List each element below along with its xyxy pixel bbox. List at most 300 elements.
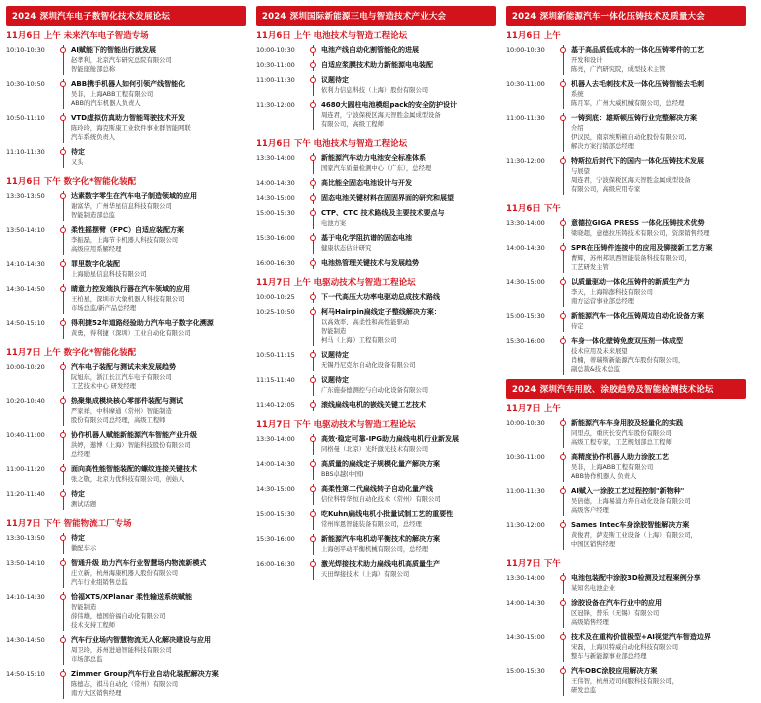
session-item[interactable] (506, 598, 746, 632)
session-speaker-info (71, 407, 246, 425)
session-speaker-line: 洪婷，遨博（上海）智能科技股份有限公司 (71, 442, 191, 449)
session-time: 11:00-11:30 (506, 114, 545, 122)
session-speaker-line: 信位科特华恒自动化技术（常州）有限公司 (321, 496, 441, 503)
timeline-rail (558, 632, 569, 661)
session-time: 10:30-11:00 (506, 453, 545, 461)
timeline-rail (58, 669, 69, 698)
session-speaker-line: 工艺技术中心 研发经理 (71, 383, 136, 390)
session-speaker-info (571, 254, 746, 272)
session-time: 10:25-10:50 (256, 308, 295, 316)
session-item[interactable] (6, 318, 246, 343)
timeline-dot-icon (560, 488, 566, 494)
session-title: 柔性摇摆臂（FPC）自适应装配方案 (71, 226, 185, 234)
session-speaker-line: 黄勇，得利捷（深圳）工业自动化有限公司 (71, 330, 191, 337)
timeline-dot-icon (310, 77, 316, 83)
session-item[interactable] (256, 400, 496, 415)
session-item[interactable] (6, 489, 246, 514)
session-item[interactable] (6, 669, 246, 703)
session-body (319, 178, 496, 188)
timeline-dot-icon (310, 377, 316, 383)
session-item[interactable] (256, 75, 496, 100)
session-list (256, 292, 496, 415)
session-item[interactable] (506, 573, 746, 598)
session-item[interactable] (6, 45, 246, 79)
session-speaker-line: BBS卓越(中国) (321, 471, 364, 478)
session-speaker-info (321, 318, 496, 345)
session-body (69, 430, 246, 459)
session-list (256, 45, 496, 134)
session-time: 11:00-11:30 (256, 76, 295, 84)
session-body (69, 147, 246, 167)
session-speaker-info (321, 386, 496, 395)
session-title: 激光焊接技术助力扁线电机高质量生产 (321, 560, 440, 568)
timeline-dot-icon (560, 158, 566, 164)
session-speaker-line: 又头 (71, 159, 84, 166)
session-time: 11:00-11:20 (6, 465, 45, 473)
timeline-dot-icon (310, 561, 316, 567)
session-title: 电池热管理关键技术与发展趋势 (321, 259, 419, 267)
timeline-dot-icon (310, 294, 316, 300)
session-speaker-line: 有限公司，高级应用专家 (571, 186, 641, 193)
timeline-dot-icon (60, 364, 66, 370)
session-list (506, 45, 746, 199)
session-speaker-line: 高级工程专家，工艺规划部总工程师 (571, 439, 672, 446)
timeline-dot-icon (310, 536, 316, 542)
session-item[interactable] (6, 362, 246, 396)
session-speaker-line: 李振磊，上海节卡机器人科技有限公司 (71, 237, 179, 244)
session-item[interactable] (256, 233, 496, 258)
session-title: 基于高品质低成本的一体化压铸零件的工艺 (571, 46, 704, 54)
session-item[interactable] (6, 79, 246, 113)
timeline-dot-icon (60, 320, 66, 326)
session-title: 滚线扁线电机的嵌线关键工艺技术 (321, 401, 426, 409)
session-item[interactable] (6, 259, 246, 284)
session-time: 11:40-12:05 (256, 401, 295, 409)
timeline-rail (308, 459, 319, 479)
timeline-dot-icon (560, 668, 566, 674)
forum-header: 2024 深圳新能源汽车一体化压铸技术及质量大会 (506, 6, 746, 26)
session-speaker-info (571, 497, 746, 515)
session-item[interactable] (256, 350, 496, 375)
session-time: 14:00-14:30 (256, 179, 295, 187)
session-title: 以质量驱动一体化压铸件的新质生产力 (571, 278, 690, 286)
session-item[interactable] (506, 113, 746, 156)
session-body (569, 79, 746, 108)
session-body (569, 277, 746, 306)
session-item[interactable] (256, 484, 496, 509)
day-label: 11月7日 上午 (506, 404, 561, 414)
session-speaker-info (571, 609, 746, 627)
timeline-rail (58, 533, 69, 553)
timeline-dot-icon (310, 260, 316, 266)
timeline-dot-icon (60, 535, 66, 541)
session-list (6, 533, 246, 703)
session-item[interactable] (256, 292, 496, 307)
session-speaker-info (321, 86, 496, 95)
timeline-rail (58, 558, 69, 587)
timeline-dot-icon (560, 575, 566, 581)
session-speaker-line: 梁晓超，意德拉压铸技术有限公司，资深销售经理 (571, 230, 710, 237)
session-item[interactable] (6, 225, 246, 259)
session-item[interactable] (256, 153, 496, 178)
session-speaker-line: 阮旭东，浙江长江汽车电子有限公司 (71, 374, 172, 381)
session-body (319, 350, 496, 370)
session-speaker-line: 解决方案行销部总经理 (571, 143, 634, 150)
session-speaker-line: 高级应用系解经理 (71, 246, 122, 253)
session-item[interactable] (256, 559, 496, 584)
forum-header: 2024 深圳国际新能源三电与智造技术产业大会 (256, 6, 496, 26)
session-item[interactable] (256, 459, 496, 484)
session-item[interactable] (256, 375, 496, 400)
session-title: 新能源汽车一体化压铸周边自动化设备方案 (571, 312, 704, 320)
day-session-label (256, 278, 496, 289)
session-speaker-info (571, 124, 746, 151)
session-speaker-line: 南方运营事业部总经理 (571, 298, 634, 305)
session-body (69, 191, 246, 220)
timeline-rail (58, 284, 69, 313)
timeline-dot-icon (60, 560, 66, 566)
session-time: 15:00-15:30 (506, 312, 545, 320)
session-speaker-info (321, 361, 496, 370)
timeline-rail (58, 362, 69, 391)
timeline-dot-icon (310, 352, 316, 358)
session-speaker-line: 汽车行业组销售总监 (71, 579, 128, 586)
session-speaker-line: 整车与新能源事业部总经理 (571, 653, 647, 660)
session-item[interactable] (506, 79, 746, 113)
session-item[interactable] (506, 156, 746, 199)
session-list (256, 153, 496, 273)
session-speaker-line: 陈德志，祺马自动化（常州）有限公司 (71, 681, 179, 688)
session-body (569, 113, 746, 151)
session-title: 一铸到底：雄斯顿压铸行业完整解决方案 (571, 114, 697, 122)
session-body (69, 592, 246, 630)
session-speaker-info (71, 544, 246, 553)
session-title: AI֢赋能下的智能出行就发展 (71, 46, 157, 54)
session-body (569, 218, 746, 238)
timeline-dot-icon (560, 115, 566, 121)
timeline-rail (58, 225, 69, 254)
timeline-rail (558, 113, 569, 151)
session-item[interactable] (256, 509, 496, 534)
session-time: 15:00-15:30 (506, 667, 545, 675)
day-session-label (256, 139, 496, 150)
session-time: 10:20-10:40 (6, 397, 45, 405)
session-speaker-info (321, 244, 496, 253)
session-title: 议题待定 (321, 76, 349, 84)
timeline-rail (308, 350, 319, 370)
session-speaker-info (321, 520, 496, 529)
day-label: 11月7日 下午 (506, 559, 561, 569)
session-time: 13:50-14:10 (6, 226, 45, 234)
timeline-dot-icon (60, 115, 66, 121)
session-body (319, 193, 496, 203)
session-item[interactable] (506, 452, 746, 486)
session-item[interactable] (6, 558, 246, 592)
session-speaker-line: 智能座舱部总称 (71, 66, 116, 73)
timeline-dot-icon (310, 436, 316, 442)
timeline-rail (558, 666, 569, 695)
timeline-dot-icon (60, 637, 66, 643)
session-item[interactable] (6, 113, 246, 147)
timeline-rail (558, 311, 569, 331)
session-speaker-line: 周卫玲，苏州进迪智能科技有限公司 (71, 647, 172, 654)
session-speaker-line: 系统 (571, 91, 584, 98)
session-speaker-line: 伊汉民，南京埃斯顿自动化股份有限公司, (571, 134, 687, 141)
session-track-label: 未来汽车电子智造专场 (63, 31, 149, 41)
session-item[interactable] (506, 336, 746, 379)
session-time: 13:50-14:10 (6, 559, 45, 567)
session-item[interactable] (256, 45, 496, 60)
session-body (319, 307, 496, 345)
session-item[interactable] (506, 218, 746, 243)
timeline-rail (308, 559, 319, 579)
session-body (319, 45, 496, 55)
session-body (69, 318, 246, 338)
session-speaker-info (571, 90, 746, 108)
session-speaker-info (71, 236, 246, 254)
session-title: 吃Kuhn扁线电机小批量试制工艺的重要性 (321, 510, 454, 518)
timeline-rail (558, 452, 569, 481)
session-speaker-line: 常州库恩智能装备有限公司，总经理 (321, 521, 422, 528)
session-speaker-line: 薛伟雄，德国倍福自动化有限公司 (71, 613, 166, 620)
session-speaker-info (71, 441, 246, 459)
session-speaker-line: 张之敬，北京力优科技有限公司，创始人 (71, 476, 185, 483)
session-speaker-line: 智能制造部总监 (71, 212, 116, 219)
timeline-dot-icon (560, 338, 566, 344)
session-speaker-info (71, 646, 246, 664)
session-item[interactable] (506, 666, 746, 700)
session-speaker-info (571, 229, 746, 238)
session-speaker-line: 股份有限公司总经理，高级工程师 (71, 417, 166, 424)
session-item[interactable] (6, 592, 246, 635)
session-time: 14:50-15:10 (6, 319, 45, 327)
session-speaker-line: 技术支持工程师 (71, 622, 116, 629)
session-title: 热聚集成模块核心零部件装配与测试 (71, 397, 183, 405)
timeline-rail (58, 259, 69, 279)
day-session-label (506, 31, 746, 42)
day-session-label (6, 348, 246, 359)
session-item[interactable] (6, 396, 246, 430)
timeline-dot-icon (310, 47, 316, 53)
session-speaker-info (71, 158, 246, 167)
session-title: 新能源汽车动力电池安全标准体系 (321, 154, 426, 162)
session-body (319, 434, 496, 454)
session-speaker-info (571, 463, 746, 481)
session-speaker-line: 研发总监 (571, 687, 597, 694)
session-time: 15:00-15:30 (256, 510, 295, 518)
session-title: 协作机器人赋能新能源汽车智能产业升级 (71, 431, 197, 439)
session-item[interactable] (506, 520, 746, 554)
session-speaker-line: 肖楠，蒂瑞斯新能源汽车股份有限公司， (571, 357, 685, 364)
timeline-rail (58, 79, 69, 108)
session-body (319, 534, 496, 554)
timeline-dot-icon (60, 432, 66, 438)
session-list (6, 45, 246, 172)
session-time: 13:30-13:50 (6, 192, 45, 200)
session-time: 16:00-16:30 (256, 259, 295, 267)
session-speaker-info (571, 643, 746, 661)
session-item[interactable] (256, 258, 496, 273)
session-speaker-info (321, 570, 496, 579)
session-body (69, 225, 246, 254)
session-title: 4680大圆柱电池模组pack的安全防护设计 (321, 101, 458, 109)
session-item[interactable] (506, 486, 746, 520)
timeline-dot-icon (310, 461, 316, 467)
session-speaker-line: 区冠锋，普乐（无锡）有限公司 (571, 610, 660, 617)
session-body (569, 45, 746, 74)
day-label: 11月7日 上午 (6, 348, 61, 358)
session-speaker-info (321, 219, 496, 228)
session-speaker-line: 依利力信息科技（上海）股份有限公司 (321, 87, 429, 94)
session-title: 待定 (71, 490, 85, 498)
agenda-column (506, 6, 746, 700)
session-item[interactable] (6, 430, 246, 464)
session-speaker-line: 陈玲玲，海克斯康工业软件事业群智能网联 (71, 125, 191, 132)
session-item[interactable] (256, 534, 496, 559)
timeline-dot-icon (60, 47, 66, 53)
session-item[interactable] (6, 147, 246, 172)
session-speaker-info (321, 470, 496, 479)
day-session-label (6, 31, 246, 42)
agenda-columns (6, 6, 755, 703)
session-speaker-info (71, 90, 246, 108)
session-item[interactable] (256, 193, 496, 208)
session-speaker-line: 市场部总监 (71, 656, 103, 663)
session-speaker-line: 测试话题 (71, 501, 97, 508)
session-track-label: 数字化*智能化装配 (63, 177, 137, 187)
timeline-dot-icon (60, 261, 66, 267)
timeline-rail (308, 307, 319, 345)
timeline-rail (558, 520, 569, 549)
timeline-dot-icon (60, 491, 66, 497)
session-title: 汽车OBC涂胶应用解决方案 (571, 667, 658, 675)
session-title: Zimmer Group汽车行业自动化装配解决方案 (71, 670, 219, 678)
session-list (506, 573, 746, 700)
session-speaker-line: 电池方案 (321, 220, 347, 227)
session-speaker-line: 与展望 (571, 168, 590, 175)
session-time: 13:30-13:50 (6, 534, 45, 542)
timeline-rail (308, 100, 319, 129)
session-time: 10:30-11:00 (256, 61, 295, 69)
timeline-rail (308, 534, 319, 554)
session-body (69, 464, 246, 484)
session-speaker-info (71, 202, 246, 220)
session-item[interactable] (506, 45, 746, 79)
session-title: AI赋入一涂胶工艺过程控制"新物种" (571, 487, 685, 495)
session-body (319, 559, 496, 579)
session-item[interactable] (256, 100, 496, 134)
session-item[interactable] (6, 464, 246, 489)
session-item[interactable] (506, 418, 746, 452)
timeline-rail (58, 635, 69, 664)
session-body (319, 509, 496, 529)
session-item[interactable] (256, 307, 496, 350)
timeline-dot-icon (560, 81, 566, 87)
session-title: 待定 (71, 534, 85, 542)
session-body (569, 243, 746, 272)
session-body (69, 113, 246, 142)
agenda-column (256, 6, 496, 584)
session-item[interactable] (506, 243, 746, 277)
session-speaker-line: 工艺研发主管 (571, 264, 609, 271)
session-time: 14:30-14:50 (6, 285, 45, 293)
session-item[interactable] (506, 632, 746, 666)
session-speaker-line: 上海励星信息科技有限公司 (71, 271, 147, 278)
session-speaker-line: 有限公司，高级工程师 (321, 121, 384, 128)
session-title: 机器人去毛刺技术及一体化压铸智能去毛刺 (571, 80, 704, 88)
timeline-dot-icon (560, 245, 566, 251)
session-speaker-info (571, 531, 746, 549)
session-item[interactable] (256, 434, 496, 459)
session-speaker-line: 同格曼（北京）光纤激光技术有限公司 (321, 446, 429, 453)
session-title: 议题待定 (321, 376, 349, 384)
session-time: 14:00-14:30 (506, 244, 545, 252)
session-item[interactable] (6, 284, 246, 318)
session-time: 14:00-14:30 (256, 460, 295, 468)
session-body (569, 452, 746, 481)
day-label: 11月6日 下午 (506, 204, 561, 214)
session-title: 高比能全固态电池设计与开发 (321, 179, 412, 187)
session-title: 电池包装配中涂胶3D检测及过程案例分享 (571, 574, 701, 582)
session-time: 11:30-12:00 (506, 157, 545, 165)
timeline-dot-icon (310, 235, 316, 241)
session-speaker-line: ABB的汽车机器人负责人 (71, 100, 141, 107)
session-item[interactable] (6, 533, 246, 558)
session-speaker-line: 介绍 (571, 125, 584, 132)
session-body (319, 258, 496, 268)
timeline-rail (308, 292, 319, 302)
session-item[interactable] (6, 635, 246, 669)
session-title: 高柔性第二代扁线转子自动化量产线 (321, 485, 433, 493)
session-item[interactable] (506, 277, 746, 311)
session-speaker-info (321, 495, 496, 504)
session-item[interactable] (506, 311, 746, 336)
session-body (319, 60, 496, 70)
session-track-label: 电池技术与智造工程论坛 (313, 31, 408, 41)
timeline-rail (308, 233, 319, 253)
session-time: 15:30-16:00 (506, 337, 545, 345)
session-time: 11:20-11:40 (6, 490, 45, 498)
timeline-rail (558, 598, 569, 627)
session-item[interactable] (256, 60, 496, 75)
forum-header: 2024 深圳汽车电子数智化技术发展论坛 (6, 6, 246, 26)
session-list (256, 434, 496, 584)
session-time: 10:00-10:30 (256, 46, 295, 54)
session-body (69, 489, 246, 509)
session-title: SPR在压铸件连接中的应用及铆接新工艺方案 (571, 244, 713, 252)
session-title: 智通升级 助力汽车行业智慧场内物流新模式 (71, 559, 207, 567)
session-list (506, 218, 746, 379)
session-time: 14:30-15:00 (506, 278, 545, 286)
session-time: 10:00-10:25 (256, 293, 295, 301)
timeline-rail (58, 489, 69, 509)
session-body (319, 75, 496, 95)
session-title: 高精度协作机器人助力涂胶工艺 (571, 453, 669, 461)
session-item[interactable] (6, 191, 246, 225)
session-title: 高效·稳定可靠-IPG助力扁线电机行业新发展 (321, 435, 460, 443)
timeline-dot-icon (310, 309, 316, 315)
session-time: 14:00-14:30 (506, 599, 545, 607)
session-speaker-line: 无锡丹尼克尔自动化设备有限公司 (321, 362, 416, 369)
session-item[interactable] (256, 208, 496, 233)
session-speaker-line: 严家祥，中科摩通（常州）智能制造 (71, 408, 172, 415)
session-speaker-line: 广东施泰德测控与自动化设备有限公司 (321, 387, 429, 394)
timeline-rail (308, 258, 319, 268)
session-speaker-line: 陈月军，广州大威机械有限公司，总经理 (571, 100, 685, 107)
session-item[interactable] (256, 178, 496, 193)
session-title: VTD虚拟仿真助力智能驾驶技术开发 (71, 114, 186, 122)
day-label: 11月6日 上午 (506, 31, 561, 41)
